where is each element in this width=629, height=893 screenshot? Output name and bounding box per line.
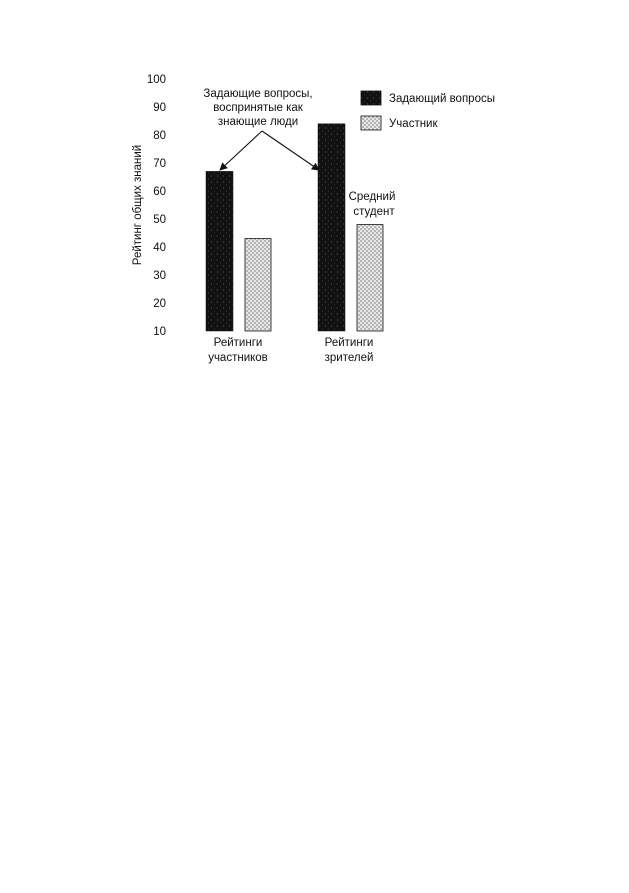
y-tick-label: 100 <box>146 74 166 86</box>
bars <box>206 124 383 331</box>
annotation-arrow-left <box>220 131 262 170</box>
bar-participant-2 <box>357 225 383 331</box>
x-category-label: Рейтинги <box>213 337 263 349</box>
legend-swatch-2 <box>361 116 381 130</box>
legend <box>361 91 495 130</box>
x-category-label: Рейтинги <box>324 337 374 349</box>
y-tick-label: 40 <box>153 242 166 254</box>
y-axis-label: Рейтинг общих знаний <box>132 144 144 266</box>
y-axis-ticks <box>147 74 166 338</box>
y-tick-label: 50 <box>153 214 166 226</box>
bar-questioner-1 <box>206 171 233 331</box>
legend-label-2: Участник <box>389 118 438 130</box>
x-axis-category-labels <box>208 337 373 364</box>
y-tick-label: 80 <box>153 130 166 142</box>
y-tick-label: 10 <box>153 326 166 338</box>
x-category-label: участников <box>208 352 268 364</box>
bar-participant-1 <box>245 239 271 331</box>
annotation-arrow-right <box>262 131 319 170</box>
annotation-average-student-line-2: студент <box>353 206 395 218</box>
y-tick-label: 20 <box>153 298 166 310</box>
y-tick-label: 90 <box>153 102 166 114</box>
x-category-label: зрителей <box>324 352 374 364</box>
y-tick-label: 70 <box>153 158 166 170</box>
y-tick-label: 60 <box>153 186 166 198</box>
y-tick-label: 30 <box>153 270 166 282</box>
legend-swatch-1 <box>361 91 381 105</box>
annotation-questioners-line-2: воспринятые как <box>213 102 303 114</box>
annotation-average-student-line-1: Средний <box>348 191 396 203</box>
bar-questioner-2 <box>318 124 345 331</box>
annotation-questioners-line-1: Задающие вопросы, <box>203 88 313 100</box>
legend-label-1: Задающий вопросы <box>389 93 495 105</box>
annotation-questioners-line-3: знающие люди <box>217 116 299 128</box>
